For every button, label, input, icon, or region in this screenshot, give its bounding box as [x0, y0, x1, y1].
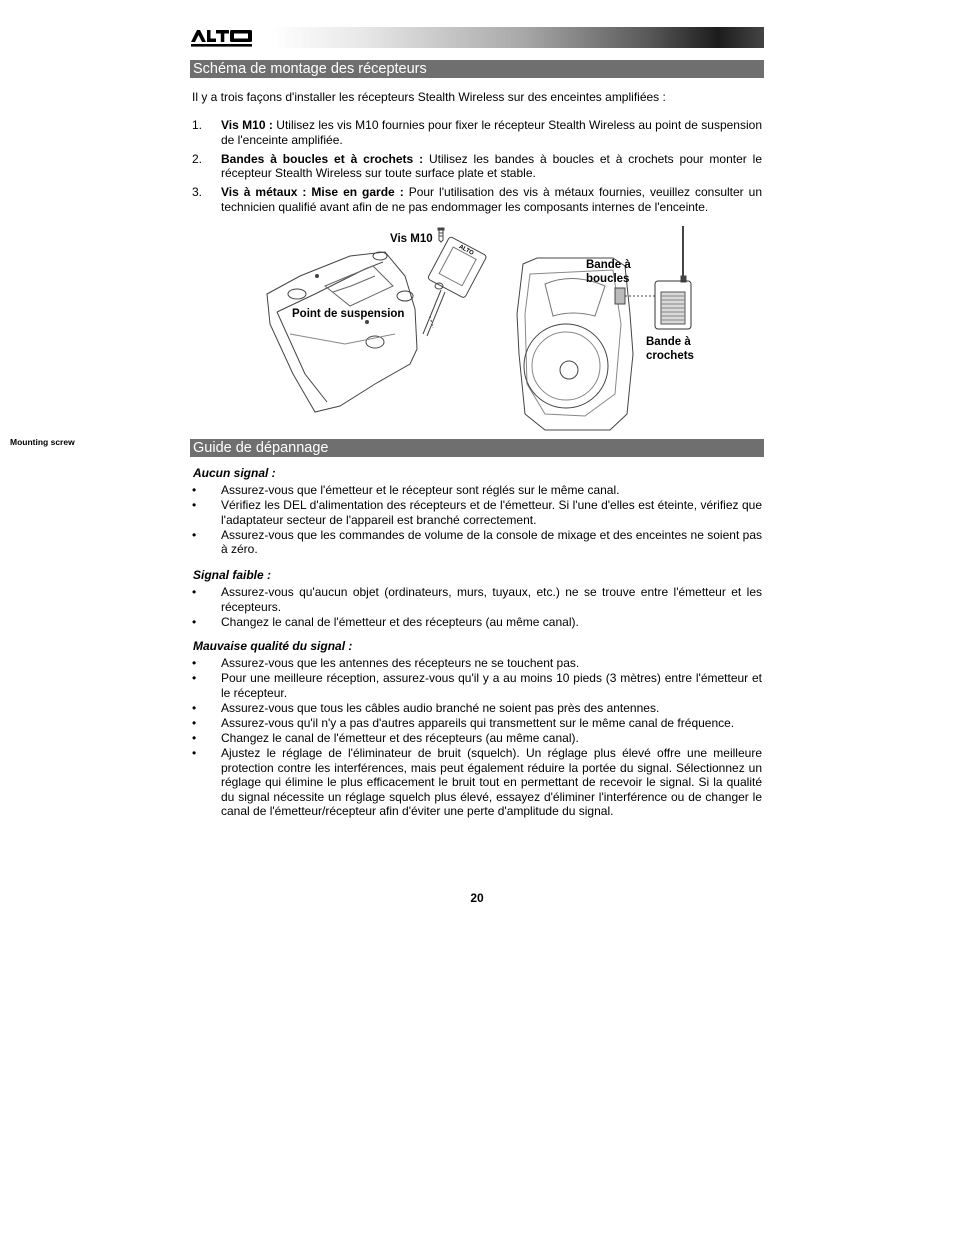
- item-body: Utilisez les vis M10 fournies pour fixer le récepteur Stealth Wireless au point de suspension de l'enceinte amplifiée.: [221, 118, 762, 147]
- bullet-dot-icon: •: [192, 731, 197, 746]
- m10-screw-icon: [438, 228, 444, 242]
- item-bold-lead: Vis à métaux : Mise en garde :: [221, 185, 404, 199]
- item-number: 1.: [192, 118, 203, 132]
- group-title: Mauvaise qualité du signal :: [193, 639, 353, 653]
- section-title-depannage: Guide de dépannage: [190, 439, 764, 457]
- bullet-text: Assurez-vous que les antennes des récepteurs ne se touchent pas.: [221, 656, 580, 670]
- bullet-dot-icon: •: [192, 671, 197, 686]
- bullet-list: [192, 656, 762, 820]
- bullet-text: Assurez-vous qu'aucun objet (ordinateurs, murs, tuyaux, etc.) ne se trouve entre l'émetteur et les récepteurs.: [221, 585, 762, 614]
- list-item: [192, 656, 762, 671]
- bullet-text: Changez le canal de l'émetteur et des récepteurs (au même canal).: [221, 731, 579, 746]
- list-item: [192, 671, 762, 700]
- list-item: [192, 701, 762, 716]
- item-bold-lead: Vis M10 :: [221, 118, 273, 132]
- item-body: Utilisez les bandes à boucles et à crochets pour monter le récepteur Stealth Wireless sur toute surface plate et stable.: [221, 151, 763, 180]
- bullet-text: Assurez-vous que tous les câbles audio branché ne soient pas près des antennes.: [221, 700, 660, 715]
- bullet-list: [192, 483, 762, 558]
- bullet-dot-icon: •: [192, 746, 197, 761]
- receiver-standalone: [655, 226, 691, 329]
- bullet-dot-icon: •: [192, 585, 197, 599]
- bullet-text: Vérifiez les DEL d'alimentation des récepteurs et de l'émetteur. Si l'une d'elles est éteinte, vérifiez que l'adaptateur secteur de l'appareil est branché correctement.: [221, 498, 762, 527]
- bullet-dot-icon: •: [192, 614, 197, 629]
- bullet-text: Assurez-vous qu'il n'y a pas d'autres appareils qui transmettent sur le même canal de fréquence.: [221, 716, 735, 731]
- numbered-list: [192, 118, 762, 214]
- label-point-suspension: Point de suspension: [292, 308, 405, 320]
- bullet-dot-icon: •: [192, 700, 197, 715]
- bullet-text: Pour une meilleure réception, assurez-vous qu'il y a au moins 10 pieds (3 mètres) entre l'émetteur et le récepteur.: [221, 671, 762, 700]
- mounting-screw-label: Mounting screw: [10, 437, 75, 447]
- list-item: [192, 746, 762, 819]
- page-number: 20: [470, 891, 484, 905]
- bullet-dot-icon: •: [192, 498, 197, 513]
- group-title: Signal faible :: [193, 568, 272, 582]
- bullet-text: Assurez-vous que les commandes de volume de la console de mixage et des enceintes ne soient pas à zéro.: [221, 527, 762, 557]
- bullet-text: Changez le canal de l'émetteur et des récepteurs (au même canal).: [221, 614, 579, 629]
- numbered-item: [192, 118, 762, 147]
- list-item: [192, 585, 762, 614]
- bullet-list: [192, 585, 762, 630]
- item-number: 2.: [192, 151, 203, 166]
- list-item: [192, 498, 762, 527]
- item-text: [221, 152, 762, 181]
- mounting-diagram: [255, 224, 725, 434]
- list-item: [192, 483, 762, 498]
- diagram-illustration: [255, 224, 725, 434]
- list-item: [192, 615, 762, 630]
- bullet-dot-icon: •: [192, 483, 197, 497]
- list-item: [192, 731, 762, 746]
- alto-logo: [190, 27, 254, 48]
- list-item: [192, 716, 762, 731]
- header-gradient-bar: [190, 27, 764, 48]
- intro-text: Il y a trois façons d'installer les récepteurs Stealth Wireless sur des enceintes amplifiées :: [192, 90, 666, 104]
- item-bold-lead: Bandes à boucles et à crochets :: [221, 151, 424, 166]
- group-title: Aucun signal :: [193, 466, 276, 480]
- bullet-dot-icon: •: [192, 656, 197, 670]
- svg-text:ALTO: ALTO: [457, 244, 475, 257]
- numbered-item: [192, 152, 762, 181]
- bullet-dot-icon: •: [192, 716, 197, 731]
- item-body: Pour l'utilisation des vis à métaux fournies, veuillez consulter un technicien qualifié avant afin de ne pas endommager les composants internes de l'enceinte.: [221, 185, 762, 214]
- section-title-montage: Schéma de montage des récepteurs: [190, 60, 764, 78]
- bullet-dot-icon: •: [192, 527, 197, 542]
- label-bande-boucles: Bande à boucles: [586, 259, 631, 285]
- item-text: [221, 185, 762, 214]
- item-number: 3.: [192, 185, 203, 199]
- bullet-text: Assurez-vous que l'émetteur et le récepteur sont réglés sur le même canal.: [221, 483, 620, 497]
- speaker-bottom-view: [267, 252, 417, 412]
- label-bande-crochets: Bande à crochets: [646, 336, 694, 362]
- list-item: [192, 528, 762, 557]
- item-text: [221, 118, 762, 147]
- bullet-text: Ajustez le réglage de l'éliminateur de bruit (squelch). Un réglage plus élevé offre une meilleure protection contre les interférences, mais peut également réduire la portée du signal. Sélectionnez un réglage qui élimine le plus efficacement le bruit tout en permettant de recevoir le signal. Si la qualité du signal nécessite un réglage squelch plus élevé, essayez d'éliminer l'interférence ou de changer le canal de l'émetteur/récepteur afin d'éviter une perte d'amplitude du signal.: [221, 746, 762, 819]
- numbered-item: [192, 185, 762, 214]
- label-vis-m10: Vis M10: [390, 233, 433, 245]
